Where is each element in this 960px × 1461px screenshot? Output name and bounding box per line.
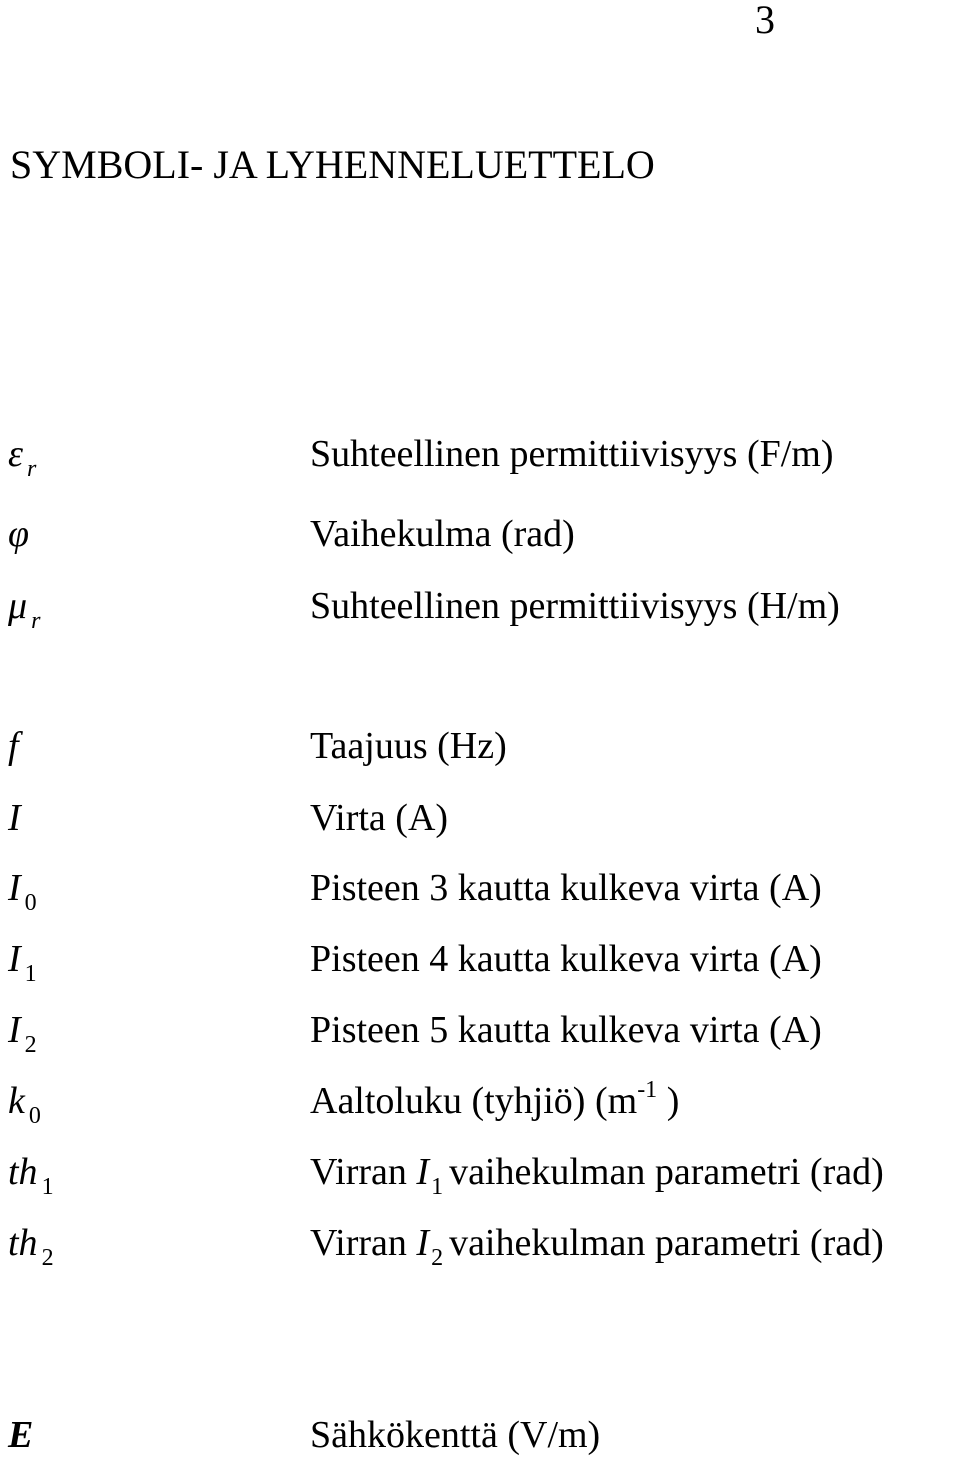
symbol-row-f <box>0 722 960 770</box>
symbol-description: Taajuus (Hz) <box>310 725 507 767</box>
symbol: I $_2$ <box>8 1009 37 1058</box>
symbol-description: Vaihekulma (rad) <box>310 513 575 555</box>
symbol-description: Pisteen 4 kautta kulkeva virta (A) <box>310 938 822 980</box>
symbol-description: Pisteen 5 kautta kulkeva virta (A) <box>310 1009 822 1051</box>
symbol-row-th1 <box>0 1148 960 1200</box>
symbol-row-k0 <box>0 1077 960 1129</box>
symbol: ε $_r$ <box>8 433 37 482</box>
symbol-row-E <box>0 1411 960 1459</box>
symbol-row-mu <box>0 582 960 634</box>
symbol-description: Pisteen 3 kautta kulkeva virta (A) <box>310 867 822 909</box>
symbol-row-I <box>0 794 960 842</box>
symbol: I <box>8 797 21 839</box>
symbol: k $_0$ <box>8 1080 41 1129</box>
symbol: th $_1$ <box>8 1151 54 1200</box>
symbol-description: Suhteellinen permittiivisyys (H/m) <box>310 585 840 627</box>
page-number: 3 <box>755 0 775 42</box>
page-title: SYMBOLI- JA LYHENNELUETTELO <box>10 142 655 187</box>
symbol-row-I0 <box>0 864 960 916</box>
symbol-row-th2 <box>0 1219 960 1271</box>
symbol-description: Virran $I_2$ vaihekulman parametri (rad) <box>310 1222 884 1271</box>
symbol-description: Virran $I_1$ vaihekulman parametri (rad) <box>310 1151 884 1200</box>
symbol: I $_1$ <box>8 938 37 987</box>
symbol-description: Aaltoluku (tyhjiö) ($m^{-1}$ ) <box>310 1077 680 1122</box>
symbol-row-I1 <box>0 935 960 987</box>
symbol-description: Sähkökenttä (V/m) <box>310 1414 601 1456</box>
symbol: th $_2$ <box>8 1222 54 1271</box>
symbol: μ $_r$ <box>8 585 41 634</box>
symbol-row-phi <box>0 510 960 558</box>
symbol: I $_0$ <box>8 867 37 916</box>
symbol: φ <box>8 513 30 555</box>
symbol-description: Suhteellinen permittiivisyys (F/m) <box>310 433 834 475</box>
symbol: f <box>8 725 19 767</box>
symbol-row-epsilon <box>0 430 960 482</box>
symbol-description: Virta (A) <box>310 797 449 839</box>
symbol: E <box>8 1414 34 1456</box>
symbol-row-I2 <box>0 1006 960 1058</box>
